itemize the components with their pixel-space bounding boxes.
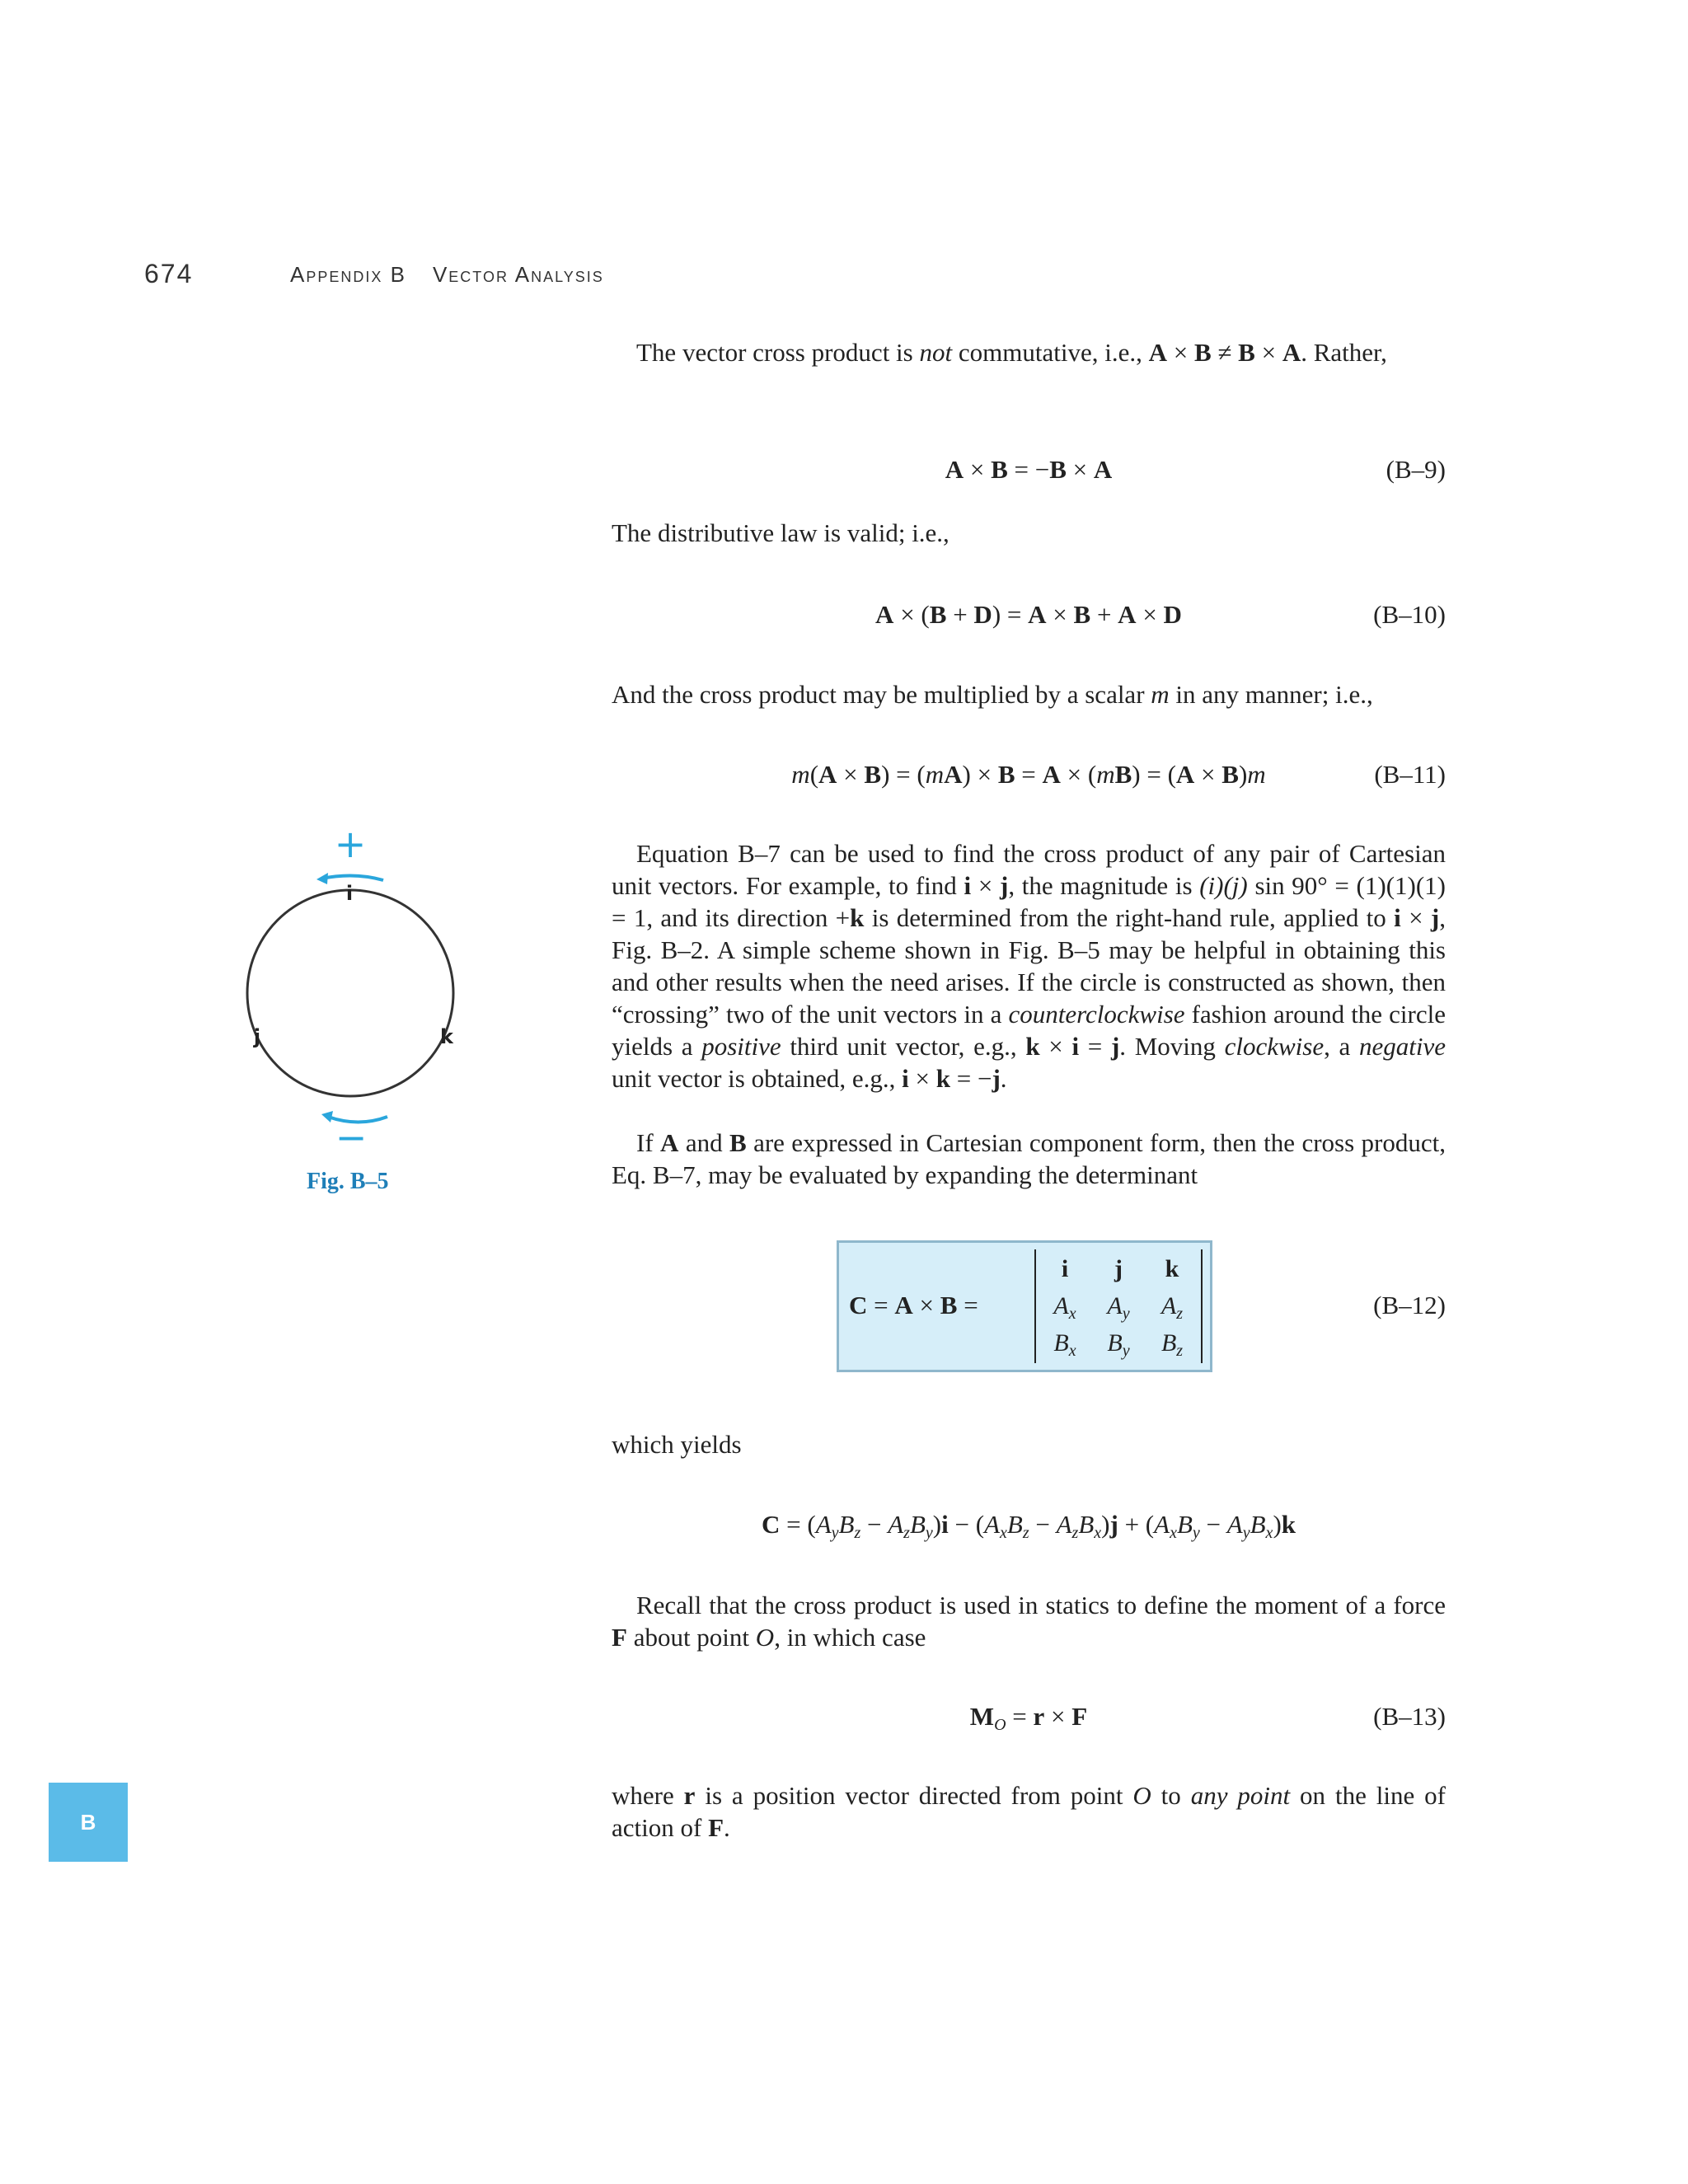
equation-b9-number: (B–9) <box>1386 455 1446 484</box>
equation-b13 <box>612 1699 1446 1735</box>
equation-b13-number: (B–13) <box>1373 1702 1446 1731</box>
det-cell-r1c2: j <box>1114 1255 1123 1282</box>
label-i: i <box>345 882 354 905</box>
equation-b11 <box>612 757 1446 793</box>
paragraph-position-vector: where r is a position vector directed from point O to any point on the line of action of F. <box>612 1781 1446 1842</box>
equation-b10-number: (B–10) <box>1373 600 1446 629</box>
figure-caption: Fig. B–5 <box>307 1169 389 1194</box>
equation-b9 <box>612 452 1446 488</box>
running-head-section: Appendix B <box>290 262 406 287</box>
figure-b5-diagram <box>231 832 478 1146</box>
counterclockwise-arrowhead <box>316 873 328 884</box>
det-cell-r2c2: $A_y$ <box>1107 1292 1130 1323</box>
unit-vector-circle <box>247 890 453 1096</box>
equation-b11-number: (B–11) <box>1374 760 1446 789</box>
paragraph-distributive: The distributive law is valid; i.e., <box>612 518 950 547</box>
det-cell-r1c1: i <box>1061 1255 1069 1282</box>
plus-sign: + <box>334 832 367 866</box>
paragraph-noncommutative: The vector cross product is not commutative, i.e., A × B ≠ B × A. Rather, <box>636 338 1387 367</box>
equation-b13-expression: $M_O = r \times F$ <box>969 1702 1088 1734</box>
paragraph-cartesian: If A and B are expressed in Cartesian component form, then the cross product, Eq. B–7, may be evaluated by expanding the determinant <box>612 1128 1446 1189</box>
paragraph-scalar: And the cross product may be multiplied by a scalar m in any manner; i.e., <box>612 680 1373 709</box>
equation-b10-expression: A × (B + D) = A × B + A × D <box>875 600 1182 629</box>
det-cell-r2c1: $A_x$ <box>1053 1292 1076 1323</box>
determinant-matrix <box>1034 1249 1203 1363</box>
det-cell-r1c3: k <box>1165 1255 1179 1282</box>
page-number: 674 <box>144 259 194 288</box>
clockwise-arrowhead <box>321 1111 333 1122</box>
det-cell-r2c3: $A_z$ <box>1160 1292 1184 1323</box>
equation-b11-expression: m(A × B) = (mA) × B = A × (mB) = (A × B)m <box>791 760 1266 789</box>
equation-b12-lhs: C = A × B = <box>849 1291 978 1319</box>
paragraph-unit-vectors: Equation B–7 can be used to find the cross product of any pair of Cartesian unit vectors. For example, to find i × j, the magnitude is (i)(j) sin 90° = (1)(1)(1) = 1, and its direction +k is determined from the right-hand rule, applied to i × j, Fig. B–2. A simple scheme shown in Fig. B–5 may be helpful in obtaining this and other results when the need arises. If the circle is constructed as shown, then “crossing” two of the unit vectors in a counterclockwise fashion around the circle yields a positive third unit vector, e.g., k × i = j. Moving clockwise, a negative unit vector is obtained, e.g., i × k = −j. <box>612 839 1447 1093</box>
counterclockwise-arrow <box>321 875 383 880</box>
minus-sign: − <box>335 1115 368 1146</box>
equation-expansion-expression: $C = (A_yB_z - A_zB_y)i - (A_xB_z - A_zB_x)j + (A_xB_y - A_yB_x)k$ <box>761 1510 1296 1542</box>
label-j: j <box>253 1025 261 1048</box>
equation-expansion <box>612 1507 1446 1543</box>
paragraph-which-yields: which yields <box>612 1430 742 1459</box>
label-k: k <box>440 1025 453 1048</box>
running-head-title: Vector Analysis <box>432 262 604 287</box>
det-cell-r3c2: $B_y$ <box>1107 1329 1130 1360</box>
appendix-side-tab: B <box>49 1783 128 1862</box>
equation-b10 <box>612 597 1446 633</box>
paragraph-moment: Recall that the cross product is used in statics to define the moment of a force F about point O, in which case <box>612 1591 1446 1652</box>
det-cell-r3c3: $B_z$ <box>1160 1329 1184 1360</box>
det-cell-r3c1: $B_x$ <box>1053 1329 1076 1360</box>
running-head <box>290 262 631 288</box>
equation-b9-expression: A × B = −B × A <box>945 455 1113 484</box>
equation-b12-number: (B–12) <box>1373 1291 1446 1319</box>
